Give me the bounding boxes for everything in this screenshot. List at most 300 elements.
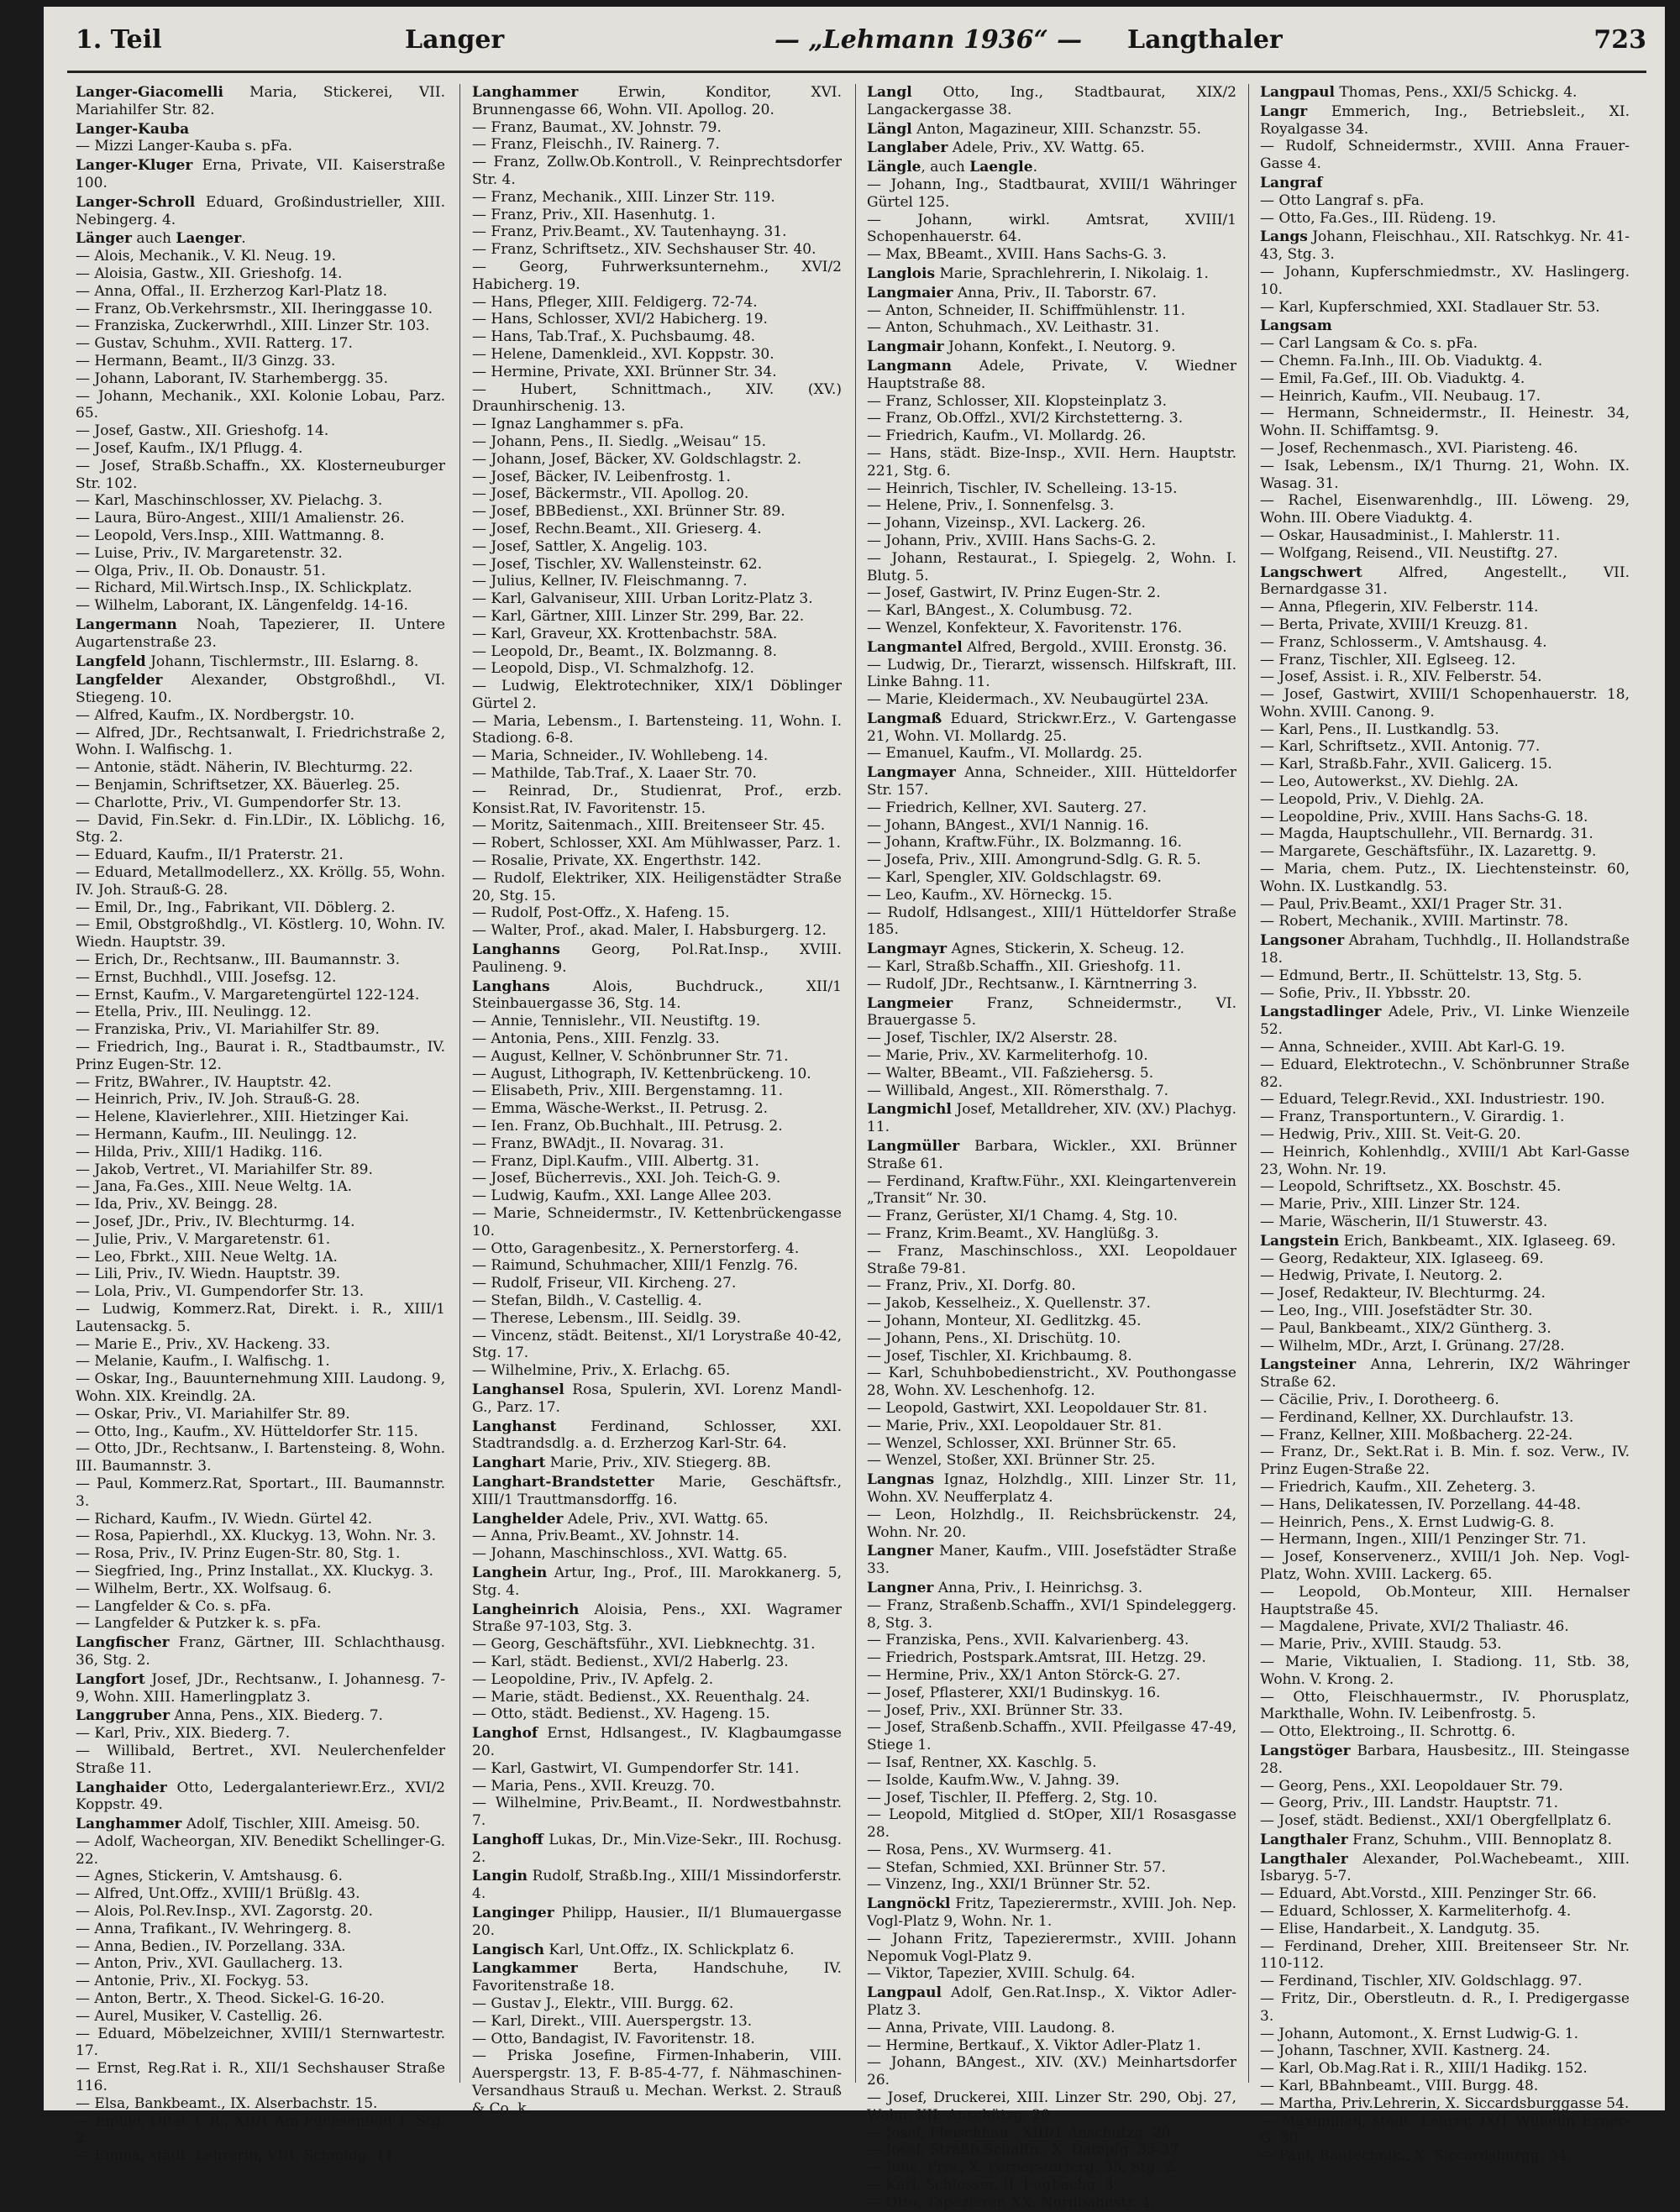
directory-entry: — Hans, Tab.Traf., X. Puchsbaumg. 48. [472, 328, 756, 346]
directory-entry: — Jana, Fa.Ges., XIII. Neue Weltg. 1A. [76, 1178, 353, 1196]
directory-entry: — Hedwig, Priv., XIII. St. Veit-G. 20. [1260, 1126, 1521, 1144]
directory-entry: — Julie, Priv., V. Margaretenstr. 61. [76, 1230, 331, 1248]
directory-entry: — Ferdinand, Kellner, XX. Durchlaufstr. 13. [1260, 1408, 1574, 1426]
directory-entry: — Marie E., Priv., XV. Hackeng. 33. [76, 1335, 331, 1353]
directory-entry: Langsoner Abraham, Tuchhdlg., II. Hollandstraße 18. [1260, 932, 1630, 967]
directory-entry: — Franz, Krim.Beamt., XV. Hanglüßg. 3. [867, 1225, 1159, 1242]
directory-entry: — Antonia, Pens., XIII. Fenzlg. 33. [472, 1030, 720, 1048]
directory-entry: — Franziska, Zuckerwrhdl., XIII. Linzer Str. 103. [76, 317, 430, 335]
page-header [69, 22, 1646, 66]
column-divider [1248, 84, 1249, 2083]
directory-entry: — Wilhelm, Bertr., XX. Wolfsaug. 6. [76, 1580, 332, 1597]
directory-entry: Langhanst Ferdinand, Schlosser, XXI. Stadtrandsdlg. a. d. Erzherzog Karl-Str. 64. [472, 1418, 842, 1453]
directory-entry: — Josef, JDr., Priv., IV. Blechturmg. 14. [76, 1213, 355, 1230]
directory-entry: — Leopold, Schriftsetz., XX. Boschstr. 45. [1260, 1178, 1562, 1196]
directory-entry: — Johann, BAngest., XVI/1 Nannig. 16. [867, 816, 1149, 834]
directory-entry: — Johann, Vizeinsp., XVI. Lackerg. 26. [867, 515, 1146, 532]
directory-entry: — Franz, Ob.Offzl., XVI/2 Kirchstetterng. 3. [867, 410, 1184, 427]
directory-entry: — Hermann, Schneidermstr., II. Heinestr. 34, Wohn. II. Schiffamtsg. 9. [1260, 405, 1630, 440]
directory-entry: — Karl, Galvaniseur, XIII. Urban Loritz-Platz 3. [472, 590, 813, 608]
directory-entry: — Paul, Kommerz.Rat, Sportart., III. Baumannstr. 3. [76, 1475, 445, 1510]
directory-entry: — Josef, Rechn.Beamt., XII. Grieserg. 4. [472, 520, 762, 537]
directory-entry: — Maria, chem. Putz., IX. Liechtensteinstr. 60, Wohn. IX. Lustkandlg. 53. [1260, 861, 1630, 895]
directory-entry: — Hermine, Private, XXI. Brünner Str. 34. [472, 363, 777, 380]
directory-entry: — Hans, Pfleger, XIII. Feldigerg. 72-74. [472, 293, 758, 311]
directory-entry: — Anton, Schneider, II. Schiffmühlenstr. 11. [867, 301, 1186, 319]
directory-entry: — Wenzel, Stoßer, XXI. Brünner Str. 25. [867, 1452, 1156, 1470]
directory-entry: — Josef, Kaufm., IX/1 Pflugg. 4. [76, 439, 303, 457]
directory-entry: Langhanns Georg, Pol.Rat.Insp., XVIII. Paulineng. 9. [472, 941, 842, 976]
directory-entry: — Marie, Priv., XXI. Leopoldauer Str. 81. [867, 1417, 1163, 1434]
directory-entry: — Josef, Straßb.Schaffn., XX. Klosterneuburger Str. 102. [76, 457, 445, 492]
directory-entry: Langmaß Eduard, Strickwr.Erz., V. Gartengasse 21, Wohn. VI. Mollardg. 25. [867, 710, 1236, 745]
directory-entry: — Rosa, Pens., XV. Wurmserg. 41. [867, 1841, 1112, 1858]
directory-entry: — Wolfgang, Reisend., VII. Neustiftg. 27. [1260, 544, 1558, 562]
directory-entry: — Leopold, Mitglied d. StOper, XII/1 Rosasgasse 28. [867, 1806, 1236, 1842]
part-label: 1. Teil [76, 25, 162, 55]
directory-entry: — Benjamin, Schriftsetzer, XX. Bäuerleg. 25. [76, 777, 401, 794]
directory-entry: — Maria, Pens., XVII. Kreuzg. 70. [472, 1777, 716, 1795]
directory-entry: — Johann, Pens., XI. Drischütg. 10. [867, 1329, 1121, 1347]
directory-entry: — Heinrich, Pens., X. Ernst Ludwig-G. 8. [1260, 1513, 1555, 1531]
directory-entry: — Gustav J., Elektr., VIII. Burgg. 62. [472, 1995, 734, 2013]
directory-entry: — Lili, Priv., IV. Wiedn. Hauptstr. 39. [76, 1266, 341, 1283]
directory-entry: — Maximilian, städt. Lehrer, IX/1 Wilhelm Exner-G. 30. [1260, 2112, 1630, 2147]
directory-entry: — Ernst, Reg.Rat i. R., XII/1 Sechshauser Straße 116. [76, 2060, 445, 2095]
directory-entry: — Anton, Schuhmach., XV. Leithastr. 31. [867, 319, 1159, 337]
directory-entry: — Leo, Autowerkst., XV. Diehlg. 2A. [1260, 773, 1519, 791]
directory-entry: — Aloisia, Gastw., XII. Grieshofg. 14. [76, 265, 343, 282]
directory-entry: — Hermine, Bertkauf., X. Viktor Adler-Platz 1. [867, 2036, 1201, 2054]
directory-entry: — Karl, Kupferschmied, XXI. Stadlauer Str. 53. [1260, 298, 1600, 316]
directory-entry: — Rudolf, JDr., Rechtsanw., I. Kärntnerring 3. [867, 975, 1198, 993]
directory-entry: — Luise, Priv., IV. Margaretenstr. 32. [76, 544, 343, 562]
directory-entry: — Leopold, Dr., Beamt., IX. Bolzmanng. 8. [472, 642, 777, 660]
directory-entry: — Reinrad, Dr., Studienrat, Prof., erzb. Konsist.Rat, IV. Favoritenstr. 15. [472, 782, 842, 817]
directory-entry: — Georg, Redakteur, XIX. Iglaseeg. 69. [1260, 1250, 1544, 1267]
directory-entry: — Emil, Fa.Gef., III. Ob. Viaduktg. 4. [1260, 370, 1525, 387]
directory-entry: — Josef, Priv., XXI. Brünner Str. 33. [867, 1701, 1123, 1719]
directory-entry: — Josef, Gastwirt, IV. Prinz Eugen-Str. 2. [867, 584, 1161, 602]
directory-entry: — Julius, Kellner, IV. Fleischmanng. 7. [472, 573, 748, 590]
directory-entry: — Sofie, Priv., II. Ybbsstr. 20. [1260, 984, 1471, 1002]
directory-entry: — Georg, Pens., XXI. Leopoldauer Str. 79. [1260, 1777, 1563, 1795]
directory-entry: Langmeier Franz, Schneidermstr., VI. Brauergasse 5. [867, 994, 1236, 1030]
directory-entry: — Johann, Monteur, XI. Gedlitzkg. 45. [867, 1312, 1142, 1329]
directory-entry: — Margarete, Geschäftsführ., IX. Lazarettg. 9. [1260, 843, 1597, 861]
directory-entry: — Franz, Schlosserm., V. Amtshausg. 4. [1260, 633, 1547, 651]
directory-entry: — Franz, Maschinschloss., XXI. Leopoldauer Straße 79-81. [867, 1242, 1236, 1277]
directory-entry: — Rudolf, Friseur, VII. Kircheng. 27. [472, 1275, 737, 1292]
directory-entry: — Emma, Wäsche-Werkst., II. Petrusg. 2. [472, 1100, 769, 1118]
directory-entry: Langstöger Barbara, Hausbesitz., III. Steingasse 28. [1260, 1742, 1630, 1777]
directory-entry: Langlaber Adele, Priv., XV. Wattg. 65. [867, 139, 1145, 157]
directory-entry: — Karl, Schlosser, II. Fugbachg. 3. [867, 2177, 1119, 2194]
directory-entry: Langhelder Adele, Priv., XVI. Wattg. 65. [472, 1510, 769, 1528]
directory-entry: — Langfelder & Putzker k. s. pFa. [76, 1615, 322, 1633]
directory-entry: — Johann, Automont., X. Ernst Ludwig-G. 1. [1260, 2025, 1578, 2042]
directory-entry: — Ludwig, Dr., Tierarzt, wissensch. Hilfskraft, III. Linke Bahng. 11. [867, 656, 1236, 691]
directory-entry: Langs Johann, Fleischhau., XII. Ratschkyg. Nr. 41-43, Stg. 3. [1260, 228, 1630, 264]
directory-entry: — Agnes, Stickerin, V. Amtshausg. 6. [76, 1868, 343, 1885]
directory-entry: — Karl, Gastwirt, VI. Gumpendorfer Str. 141. [472, 1759, 800, 1777]
directory-entry: — Karl, Schuhbobedienstricht., XV. Pouthongasse 28, Wohn. XV. Leschenhofg. 12. [867, 1365, 1236, 1400]
directory-entry: Langhoff Lukas, Dr., Min.Vize-Sekr., III. Rochusg. 2. [472, 1831, 842, 1866]
directory-entry: — Elsa, Bankbeamt., IX. Alserbachstr. 15. [76, 2094, 378, 2112]
directory-entry: — Marie, Viktualien, I. Stadiong. 11, Stb. 38, Wohn. V. Krong. 2. [1260, 1653, 1630, 1688]
directory-entry: — Elisabeth, Priv., XIII. Bergenstamng. 11. [472, 1082, 783, 1100]
directory-entry: — Ferdinand, Dreher, XIII. Breitenseer Str. Nr. 110-112. [1260, 1937, 1630, 1973]
directory-entry: — Aurel, Musiker, V. Castellig. 26. [76, 2007, 323, 2025]
directory-entry: — Maria, Schneider., IV. Wohllebeng. 14. [472, 747, 769, 765]
directory-entry: — Alfred, Kaufm., IX. Nordbergstr. 10. [76, 706, 355, 724]
directory-entry: Langhein Artur, Ing., Prof., III. Marokkanerg. 5, Stg. 4. [472, 1564, 842, 1599]
directory-entry: — Leopoldine, Priv., IV. Apfelg. 2. [472, 1670, 714, 1688]
directory-entry: — Karl, Spengler, XIV. Goldschlagstr. 69. [867, 869, 1162, 887]
directory-entry: Langr Emmerich, Ing., Betriebsleit., XI. Royalgasse 34. [1260, 102, 1630, 138]
directory-entry: — Johann, Maschinschloss., XVI. Wattg. 65. [472, 1545, 788, 1563]
directory-entry: — Wilhelm, MDr., Arzt, I. Grünang. 27/28. [1260, 1337, 1565, 1355]
directory-entry: — Etella, Priv., III. Neulingg. 12. [76, 1004, 312, 1021]
directory-entry: — Annie, Tennislehr., VII. Neustiftg. 19. [472, 1013, 761, 1030]
directory-entry: — Heinrich, Kohlenhdlg., XVIII/1 Abt Karl-Gasse 23, Wohn. Nr. 19. [1260, 1143, 1630, 1178]
directory-entry: — Otto, Elektroing., II. Schrottg. 6. [1260, 1723, 1516, 1741]
directory-entry: — Antonie, städt. Näherin, IV. Blechturmg. 22. [76, 759, 413, 777]
directory-entry: Längle, auch Laengle. [867, 159, 1037, 176]
directory-entry: — Josef, Gastwirt, XVIII/1 Schopenhauerstr. 18, Wohn. XVIII. Canong. 9. [1260, 686, 1630, 721]
directory-entry: Langmann Adele, Private, V. Wiedner Hauptstraße 88. [867, 357, 1236, 392]
directory-entry: — Oskar, Priv., VI. Mariahilfer Str. 89. [76, 1405, 350, 1423]
directory-entry: — Wenzel, Schlosser, XXI. Brünner Str. 65. [867, 1434, 1177, 1452]
column-divider [459, 84, 460, 2083]
directory-entry: — Franz, Schriftsetz., XIV. Sechshauser Str. 40. [472, 241, 816, 259]
directory-entry: Langthaler Franz, Schuhm., VIII. Bennoplatz 8. [1260, 1831, 1612, 1848]
directory-entry: — Hedwig, Private, I. Neutorg. 2. [1260, 1267, 1503, 1285]
directory-entry: — Wenzel, Konfekteur, X. Favoritenstr. 176. [867, 619, 1183, 637]
directory-entry: — Adolf, Wacheorgan, XIV. Benedikt Schellinger-G. 22. [76, 1832, 445, 1868]
directory-entry: — Karl, Direkt., VIII. Auerspergstr. 13. [472, 2012, 753, 2030]
directory-entry: — Eduard, Metallmodellerz., XX. Kröllg. 55, Wohn. IV. Joh. Strauß-G. 28. [76, 864, 445, 899]
directory-entry: — Eduard, Schlosser, X. Karmeliterhofg. 4. [1260, 1903, 1572, 1921]
directory-entry: Langfischer Franz, Gärtner, III. Schlachthausg. 36, Stg. 2. [76, 1634, 445, 1669]
directory-entry: Langstadlinger Adele, Priv., VI. Linke Wienzeile 52. [1260, 1004, 1630, 1039]
directory-entry: — Julie, Priv., X. Pernerstorferg. 35, Stg. 2. [867, 2159, 1179, 2177]
directory-entry: — Paul, Priv.Beamt., XXI/1 Prager Str. 31. [1260, 895, 1562, 913]
directory-entry: Langhof Ernst, Hdlsangest., IV. Klagbaumgasse 20. [472, 1725, 842, 1759]
directory-entry: Langer-Kauba [76, 120, 190, 138]
directory-entry: — David, Fin.Sekr. d. Fin.LDir., IX. Löblichg. 16, Stg. 2. [76, 811, 445, 847]
directory-entry: — Franz, Baumat., XV. Johnstr. 79. [472, 118, 722, 136]
directory-entry: — Erich, Dr., Rechtsanw., III. Baumannstr. 3. [76, 951, 400, 969]
directory-entry: Langhammer Erwin, Konditor, XVI. Brunnengasse 66, Wohn. VII. Apollog. 20. [472, 84, 842, 118]
directory-entry: — Josef, Assist. i. R., XIV. Felberstr. 54. [1260, 668, 1542, 686]
directory-entry: — Wilhelmine, Priv., X. Erlachg. 65. [472, 1362, 731, 1380]
directory-entry: — Josef, Redakteur, IV. Blechturmg. 24. [1260, 1285, 1546, 1303]
directory-entry: — Josef, Druckerei, XIII. Linzer Str. 290, Obj. 27, Wohn. XII. Anschützg. 20. [867, 2089, 1236, 2124]
directory-entry: — Anna, Offal., II. Erzherzog Karl-Platz 18. [76, 282, 388, 300]
directory-entry: — Paul, Bautechnik., X. Siccardsburgg. 54. [1260, 2147, 1572, 2165]
directory-entry: — Cäcilie, Priv., I. Dorotheerg. 6. [1260, 1391, 1499, 1408]
directory-entry: Langsam [1260, 317, 1332, 335]
directory-entry: — Johann, Ing., Stadtbaurat, XVIII/1 Währinger Gürtel 125. [867, 176, 1236, 211]
directory-entry: — Georg, Priv., III. Landstr. Hauptstr. 71. [1260, 1795, 1559, 1812]
directory-entry: — Otto, Fleischhauermstr., IV. Phorusplatz, Markthalle, Wohn. IV. Leibenfrostg. 5. [1260, 1688, 1630, 1723]
directory-column-1 [76, 82, 445, 2165]
directory-entry: — Olga, Priv., II. Ob. Donaustr. 51. [76, 562, 326, 579]
directory-entry: — Emma, städt. Lehrerin, VIII. Schmidg. 11. [76, 2147, 399, 2165]
directory-entry: — Eduard, Abt.Vorstd., XIII. Penzinger Str. 66. [1260, 1885, 1597, 1903]
directory-entry: Langinger Philipp, Hausier., II/1 Blumauergasse 20. [472, 1905, 842, 1939]
directory-entry: — Anna, Bedien., IV. Porzellang. 33A. [76, 1937, 346, 1955]
directory-entry: — Friedrich, Ing., Baurat i. R., Stadtbaumstr., IV. Prinz Eugen-Str. 12. [76, 1039, 445, 1073]
directory-entry: — Rachel, Eisenwarenhdlg., III. Löweng. 29, Wohn. III. Obere Viaduktg. 4. [1260, 492, 1630, 527]
directory-entry: — Hans, Delikatessen, IV. Porzellang. 44-48. [1260, 1496, 1582, 1513]
directory-entry: — Ien. Franz, Ob.Buchhalt., III. Petrusg. 2. [472, 1118, 783, 1135]
directory-entry: — Marie, Priv., XV. Karmeliterhofg. 10. [867, 1047, 1148, 1065]
directory-entry: — Anton, Priv., XVI. Gaullacherg. 13. [76, 1955, 344, 1973]
directory-entry: — Eduard, Telegr.Revid., XXI. Industriestr. 190. [1260, 1091, 1605, 1109]
directory-entry: — Hermann, Beamt., II/3 Ginzg. 33. [76, 352, 336, 370]
directory-entry: — Laura, Büro-Angest., XIII/1 Amalienstr. 26. [76, 510, 405, 527]
running-title: — „Lehmann 1936“ — [774, 25, 1083, 55]
directory-entry: — Helene, Damenkleid., XVI. Koppstr. 30. [472, 345, 774, 363]
directory-entry: — Paul, Bankbeamt., XIX/2 Güntherg. 3. [1260, 1319, 1551, 1337]
directory-entry: — Maria, Lebensm., I. Bartensteing. 11, Wohn. I. Stadiong. 6-8. [472, 712, 842, 747]
directory-entry: — Ferdinand, Tischler, XIV. Goldschlagg. 97. [1260, 1973, 1583, 1990]
directory-entry: Langermann Noah, Tapezierer, II. Untere Augartenstraße 23. [76, 616, 445, 651]
directory-entry: — Robert, Mechanik., XVIII. Martinstr. 78. [1260, 913, 1568, 930]
directory-entry: — Hubert, Schnittmach., XIV. (XV.) Draunhirschenig. 13. [472, 380, 842, 416]
directory-entry: — Rosalie, Private, XX. Engerthstr. 142. [472, 852, 762, 870]
directory-entry: — Leopold, Disp., VI. Schmalzhofg. 12. [472, 660, 754, 678]
directory-entry: — Otto, Bandagist, IV. Favoritenstr. 18. [472, 2030, 755, 2047]
directory-entry: — Leon, Holzhdlg., II. Reichsbrückenstr. 24, Wohn. Nr. 20. [867, 1506, 1236, 1541]
directory-entry: — Gustav, Schuhm., XVII. Ratterg. 17. [76, 335, 353, 353]
left-guide-word: Langer [405, 25, 505, 55]
directory-entry: — Eduard, Elektrotechn., V. Schönbrunner Straße 82. [1260, 1056, 1630, 1091]
directory-entry: — Marie, Wäscherin, II/1 Stuwerstr. 43. [1260, 1213, 1548, 1230]
directory-entry: — Edmund, Bertr., II. Schüttelstr. 13, Stg. 5. [1260, 967, 1583, 984]
directory-entry: — Fritz, BWahrer., IV. Hauptstr. 42. [76, 1073, 332, 1091]
directory-entry: — Franz, Mechanik., XIII. Linzer Str. 119. [472, 188, 775, 206]
directory-entry: Langhansel Rosa, Spulerin, XVI. Lorenz Mandl-G., Parz. 17. [472, 1381, 842, 1416]
directory-entry: — Hans, städt. Bize-Insp., XVII. Hern. Hauptstr. 221, Stg. 6. [867, 444, 1236, 480]
directory-entry: — Franz, Dr., Sekt.Rat i. B. Min. f. soz. Verw., IV. Prinz Eugen-Straße 22. [1260, 1444, 1630, 1479]
directory-entry: Langl Otto, Ing., Stadtbaurat, XIX/2 Langackergasse 38. [867, 84, 1236, 118]
directory-entry: — Alfred, Unt.Offz., XVIII/1 Brüßlg. 43. [76, 1885, 360, 1903]
directory-entry: — Karl, Schriftsetz., XVII. Antonig. 77. [1260, 738, 1541, 756]
directory-entry: — Karl, BAngest., X. Columbusg. 72. [867, 602, 1132, 620]
directory-entry: — Leo, Kaufm., XV. Hörneckg. 15. [867, 886, 1113, 904]
directory-entry: Langgruber Anna, Pens., XIX. Biederg. 7. [76, 1707, 383, 1725]
directory-entry: Langmantel Alfred, Bergold., XVIII. Eronstg. 36. [867, 638, 1227, 656]
directory-page [44, 7, 1665, 2211]
directory-entry: — Ludwig, Kaufm., XXI. Lange Allee 203. [472, 1187, 772, 1205]
directory-entry: — Anna, Priv.Beamt., XV. Johnstr. 14. [472, 1528, 740, 1545]
directory-entry: — Melanie, Kaufm., I. Walfischg. 1. [76, 1353, 330, 1371]
directory-entry: — Moritz, Saitenmach., XIII. Breitenseer Str. 45. [472, 817, 826, 835]
directory-entry: — Marie, städt. Bedienst., XX. Reuenthalg. 24. [472, 1688, 811, 1706]
directory-entry: — Eduard, Möbelzeichner, XVIII/1 Sternwartestr. 17. [76, 2025, 445, 2060]
directory-entry: — Johann, BAngest., XIV. (XV.) Meinhartsdorfer 26. [867, 2054, 1236, 2089]
directory-entry: — August, Lithograph, IV. Kettenbrückeng. 10. [472, 1065, 811, 1082]
directory-entry: — Anton, Bertr., X. Theod. Sickel-G. 16-20. [76, 1990, 385, 2008]
directory-entry: — Ernst, Kaufm., V. Margaretengürtel 122-124. [76, 986, 420, 1004]
directory-entry: — Johann, Pens., II. Siedlg. „Weisau“ 15. [472, 432, 766, 450]
directory-entry: — Johann, Kupferschmiedmstr., XV. Haslingerg. 10. [1260, 263, 1630, 298]
directory-entry: — Magda, Hauptschullehr., VII. Bernardg. 31. [1260, 826, 1593, 843]
directory-entry: — Antonie, Priv., XI. Fockyg. 53. [76, 1973, 309, 1990]
directory-entry: Langraf [1260, 174, 1323, 191]
directory-entry: Langner Maner, Kaufm., VIII. Josefstädter Straße 33. [867, 1543, 1236, 1578]
directory-entry: Langhans Alois, Buchdruck., XII/1 Steinbauergasse 36, Stg. 14. [472, 978, 842, 1013]
directory-entry: — Mathilde, Tab.Traf., X. Laaer Str. 70. [472, 765, 757, 783]
directory-entry: — Josef, Gastw., XII. Grieshofg. 14. [76, 422, 329, 440]
directory-entry: Länger auch Laenger. [76, 230, 246, 248]
directory-entry: — Karl, Gärtner, XIII. Linzer Str. 299, Bar. 22. [472, 607, 805, 625]
directory-entry: — Vinzenz, Ing., XXI/1 Brünner Str. 52. [867, 1876, 1151, 1894]
directory-entry: Langer-Giacomelli Maria, Stickerei, VII. Mariahilfer Str. 82. [76, 84, 445, 118]
directory-entry: — Josef, Bücherrevis., XXI. Joh. Teich-G. 9. [472, 1170, 781, 1187]
directory-entry: — Josef, Bäcker, IV. Leibenfrostg. 1. [472, 468, 731, 485]
directory-column-2 [472, 82, 842, 2117]
directory-entry: — Josefa, Priv., XIII. Amongrund-Sdlg. G. R. 5. [867, 852, 1201, 869]
directory-entry: Langheinrich Aloisia, Pens., XXI. Wagramer Straße 97-103, Stg. 3. [472, 1601, 842, 1636]
directory-entry: Langnöckl Fritz, Tapezierermstr., XVIII. Joh. Nep. Vogl-Platz 9, Wohn. Nr. 1. [867, 1895, 1236, 1931]
directory-entry: — Heinrich, Kaufm., VII. Neubaug. 17. [1260, 387, 1541, 405]
directory-entry: — Marie, Priv., XIII. Linzer Str. 124. [1260, 1196, 1520, 1213]
directory-entry: Langkammer Berta, Handschuhe, IV. Favoritenstraße 18. [472, 1960, 842, 1995]
directory-entry: — Karl, Straßb.Fahr., XVII. Galicerg. 15. [1260, 756, 1552, 773]
directory-entry: — Charlotte, Priv., VI. Gumpendorfer Str. 13. [76, 794, 402, 811]
directory-entry: Langfeld Johann, Tischlermstr., III. Eslarng. 8. [76, 653, 419, 670]
directory-entry: — Franz, Gerüster, XI/1 Chamg. 4, Stg. 10. [867, 1208, 1179, 1225]
directory-entry: Langsteiner Anna, Lehrerin, IX/2 Währinger Straße 62. [1260, 1356, 1630, 1392]
directory-entry: Langpaul Adolf, Gen.Rat.Insp., X. Viktor Adler-Platz 3. [867, 1984, 1236, 2020]
directory-entry: — Siegfried, Ing., Prinz Installat., XX. Kluckyg. 3. [76, 1562, 433, 1580]
directory-entry: Langfelder Alexander, Obstgroßhdl., VI. Stiegeng. 10. [76, 672, 445, 707]
directory-entry: — Franz, Zollw.Ob.Kontroll., V. Reinprechtsdorfer Str. 4. [472, 154, 842, 188]
directory-entry: — Chemn. Fa.Inh., III. Ob. Viaduktg. 4. [1260, 352, 1543, 370]
page-number: 723 [1593, 25, 1646, 55]
directory-entry: — Josef, Sattler, X. Angelig. 103. [472, 537, 708, 555]
directory-entry: — Rosa, Priv., IV. Prinz Eugen-Str. 80, Stg. 1. [76, 1545, 401, 1563]
directory-entry: — Eduard, Kaufm., II/1 Praterstr. 21. [76, 847, 344, 864]
directory-entry: — Johann, Laborant, IV. Starhembergg. 35. [76, 370, 389, 387]
directory-entry: — Josef, Rechenmasch., XVI. Piaristeng. 46. [1260, 439, 1578, 457]
directory-entry: — Jakob, Vertret., VI. Mariahilfer Str. 89. [76, 1161, 373, 1178]
directory-entry: — Hilda, Priv., XIII/1 Hadikg. 116. [76, 1143, 323, 1161]
directory-entry: — Ernst, Buchhdl., VIII. Josefsg. 12. [76, 968, 337, 986]
directory-entry: — Heinrich, Priv., IV. Joh. Strauß-G. 28. [76, 1091, 360, 1109]
directory-entry: — Alfred, JDr., Rechtsanwalt, I. Friedrichstraße 2, Wohn. I. Walfischg. 1. [76, 724, 445, 759]
directory-entry: — Rosa, Papierhdl., XX. Kluckyg. 13, Wohn. Nr. 3. [76, 1528, 436, 1545]
directory-entry: — Rudolf, Post-Offz., X. Hafeng. 15. [472, 904, 730, 922]
directory-entry: Langhart-Brandstetter Marie, Geschäftsfr., XIII/1 Trauttmansdorffg. 16. [472, 1473, 842, 1508]
directory-entry: — Josef, Pflasterer, XXI/1 Budinskyg. 16. [867, 1684, 1161, 1701]
directory-entry: — Willibald, Bertret., XVI. Neulerchenfelder Straße 11. [76, 1742, 445, 1777]
directory-entry: — Viktor, Tapezier, XVIII. Schulg. 64. [867, 1965, 1136, 1983]
directory-entry: — Alois, Mechanik., V. Kl. Neug. 19. [76, 248, 336, 265]
directory-entry: — Franz, Dipl.Kaufm., VIII. Albertg. 31. [472, 1152, 759, 1170]
directory-entry: — Josef, Tischler, II. Pfefferg. 2, Stg. 10. [867, 1789, 1158, 1806]
directory-entry: — Heinrich, Tischler, IV. Schelleing. 13-15. [867, 480, 1178, 497]
directory-entry: Längl Anton, Magazineur, XIII. Schanzstr. 55. [867, 120, 1201, 138]
directory-entry: — Isaf, Rentner, XX. Kaschlg. 5. [867, 1753, 1097, 1771]
directory-entry: — Anna, Trafikant., IV. Wehringerg. 8. [76, 1920, 352, 1937]
directory-entry: Langmichl Josef, Metalldreher, XIV. (XV.) Plachyg. 11. [867, 1101, 1236, 1136]
directory-entry: — Franz, Transportuntern., V. Girardig. 1. [1260, 1109, 1565, 1126]
directory-entry: — Anna, Pflegerin, XIV. Felberstr. 114. [1260, 599, 1539, 616]
directory-entry: — Leopold, Vers.Insp., XIII. Wattmanng. 8. [76, 527, 385, 544]
directory-entry: — Wilhelmine, Priv.Beamt., II. Nordwestbahnstr. 7. [472, 1795, 842, 1830]
directory-entry: — Josef, BBBedienst., XXI. Brünner Str. 89. [472, 503, 785, 521]
directory-entry: — Rudolf, Hdlsangest., XIII/1 Hütteldorfer Straße 185. [867, 904, 1236, 939]
directory-entry: — Carl Langsam & Co. s. pFa. [1260, 335, 1478, 353]
directory-entry: Langhammer Adolf, Tischler, XIII. Ameisg. 50. [76, 1816, 421, 1833]
directory-entry: — Otto, Fa.Ges., III. Rüdeng. 19. [1260, 209, 1497, 227]
directory-entry: — Georg, Geschäftsführ., XVI. Liebknechtg. 31. [472, 1636, 816, 1654]
directory-entry: — Johann, Priv., XVIII. Hans Sachs-G. 2. [867, 532, 1157, 549]
directory-entry: — Jakob, Kesselheiz., X. Quellenstr. 37. [867, 1295, 1151, 1313]
directory-entry: — Franz, Fleischh., IV. Rainerg. 7. [472, 136, 720, 154]
directory-entry: Langmaier Anna, Priv., II. Taborstr. 67. [867, 284, 1158, 301]
directory-entry: — Georg, Fuhrwerksunternehm., XVI/2 Habicherg. 19. [472, 258, 842, 293]
column-divider [855, 84, 856, 2083]
directory-entry: — Karl, Pens., II. Lustkandlg. 53. [1260, 721, 1499, 738]
directory-entry: — Alois, Pol.Rev.Insp., XVI. Zagorstg. 20. [76, 1903, 373, 1921]
directory-entry: Langpaul Thomas, Pens., XXI/5 Schickg. 4. [1260, 84, 1578, 101]
directory-entry: Langlois Marie, Sprachlehrerin, I. Nikolaig. 1. [867, 265, 1209, 282]
directory-entry: — Otto, städt. Bedienst., XV. Hageng. 15. [472, 1706, 770, 1723]
directory-entry: — Josef, Tischler, XV. Wallensteinstr. 62. [472, 555, 763, 573]
directory-entry: — Otto, Garagenbesitz., X. Pernerstorferg. 4. [472, 1240, 800, 1257]
directory-entry: — Josef, städt. Bedienst., XXI/1 Obergfellplatz 6. [1260, 1812, 1612, 1830]
directory-entry: — Franziska, Priv., VI. Mariahilfer Str. 89. [76, 1021, 380, 1039]
directory-entry: — Leopold, Ob.Monteur, XIII. Hernalser Hauptstraße 45. [1260, 1583, 1630, 1618]
directory-entry: — Wilhelm, Laborant, IX. Längenfeldg. 14-16. [76, 597, 408, 615]
directory-entry: — Karl, Straßb.Schaffn., XII. Grieshofg. 11. [867, 958, 1181, 976]
directory-entry: — Johann, Mechanik., XXI. Kolonie Lobau, Parz. 65. [76, 387, 445, 422]
directory-entry: — Stefan, Schmied, XXI. Brünner Str. 57. [867, 1858, 1166, 1876]
directory-entry: Langner Anna, Priv., I. Heinrichsg. 3. [867, 1579, 1143, 1596]
directory-entry: — Mizzi Langer-Kauba s. pFa. [76, 138, 292, 155]
directory-entry: Langhaider Otto, Ledergalanteriewr.Erz., XVI/2 Koppstr. 49. [76, 1779, 445, 1814]
directory-entry: — Leopold, Priv., V. Diehlg. 2A. [1260, 790, 1484, 808]
directory-entry: — Marie, Kleidermach., XV. Neubaugürtel 23A. [867, 691, 1210, 709]
directory-entry: — Franz, Schlosser, XII. Klopsteinplatz 3. [867, 392, 1167, 410]
directory-entry: — Otto, Ing., Kaufm., XV. Hütteldorfer Str. 115. [76, 1423, 418, 1440]
directory-entry: — Lola, Priv., VI. Gumpendorfer Str. 13. [76, 1283, 365, 1301]
directory-entry: — Friedrich, Postspark.Amtsrat, III. Hetzg. 29. [867, 1649, 1206, 1667]
directory-entry: — Otto Langraf s. pFa. [1260, 191, 1425, 209]
directory-entry: — Max, BBeamt., XVIII. Hans Sachs-G. 3. [867, 246, 1167, 264]
directory-entry: Langhart Marie, Priv., XIV. Stiegerg. 8B. [472, 1455, 771, 1472]
directory-entry: — Ludwig, Kommerz.Rat, Direkt. i. R., XIII/1 Lautensackg. 5. [76, 1300, 445, 1335]
directory-entry: — Franz, Priv., XII. Hasenhutg. 1. [472, 206, 716, 223]
directory-entry: — Karl, Maschinschlosser, XV. Pielachg. 3. [76, 492, 383, 510]
directory-entry: — Johann, wirkl. Amtsrat, XVIII/1 Schopenhauerstr. 64. [867, 211, 1236, 246]
directory-entry: — Josef, Bäckermstr., VII. Apollog. 20. [472, 485, 749, 503]
directory-entry: — Franz, Ob.Verkehrsmstr., XII. Iheringgasse 10. [76, 300, 433, 317]
directory-entry: — Marie, Schneidermstr., IV. Kettenbrückengasse 10. [472, 1205, 842, 1240]
directory-entry: — Josef, Straßenb.Schaffn., XVII. Pfeilgasse 47-49, Stiege 1. [867, 1719, 1236, 1754]
directory-entry: — Emil, Dr., Ing., Fabrikant, VII. Döblerg. 2. [76, 899, 396, 916]
directory-entry: — Willibald, Angest., XII. Römersthalg. 7. [867, 1082, 1169, 1099]
directory-column-4 [1260, 82, 1630, 2165]
directory-entry: — Ida, Priv., XV. Beingg. 28. [76, 1196, 278, 1213]
directory-entry: — Karl, Priv., XIX. Biederg. 7. [76, 1725, 291, 1743]
